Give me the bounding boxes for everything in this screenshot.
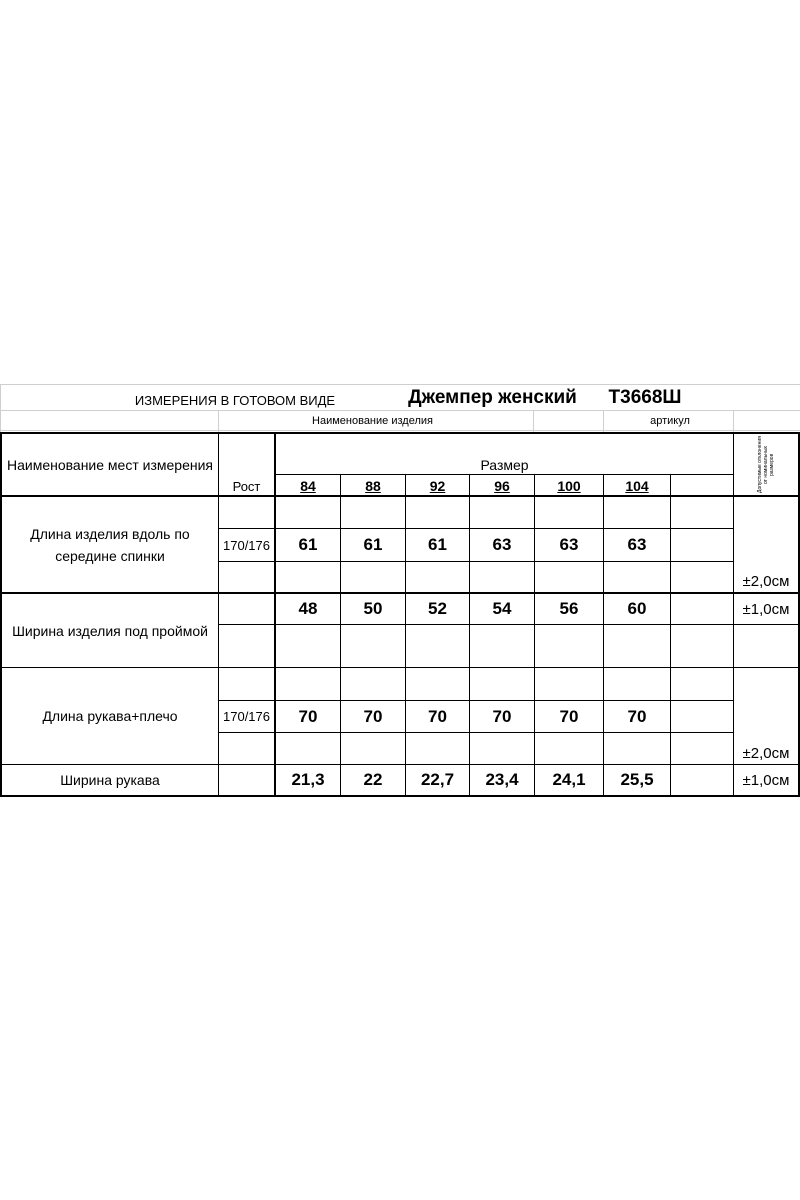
row-height: 170/176 (223, 709, 270, 724)
value-cell: 63 (492, 535, 512, 554)
value-cell: 70 (298, 706, 318, 726)
value-cell: 56 (559, 599, 579, 618)
tolerance-header-cell (734, 434, 798, 495)
value-cell: 25,5 (620, 770, 654, 789)
row-name: Ширина изделия под проймой (12, 622, 208, 639)
value-cell: 24,1 (552, 770, 586, 789)
value-cell: 70 (363, 706, 383, 726)
value-cell: 52 (428, 599, 447, 618)
grid-line (218, 410, 219, 432)
value-cell: 60 (627, 599, 647, 618)
value-cell: 61 (428, 535, 447, 554)
row-name: Длина рукава+плечо (42, 708, 178, 724)
size-label: 92 (429, 478, 446, 494)
size-label: 100 (557, 478, 581, 494)
grid-line (0, 430, 800, 431)
value-cell: 22,7 (420, 770, 455, 789)
product-name: Джемпер женский (408, 387, 577, 408)
grid-line (603, 410, 604, 432)
table-border (603, 474, 604, 796)
tolerance-value: ±1,0см (742, 771, 790, 789)
value-cell: 61 (363, 535, 383, 554)
value-cell: 70 (428, 706, 447, 726)
tolerance-value: ±2,0см (742, 744, 790, 762)
value-cell: 70 (559, 706, 579, 726)
table-border (218, 624, 800, 625)
table-border (218, 561, 734, 562)
value-cell: 63 (559, 535, 579, 554)
measurements-label: ИЗМЕРЕНИЯ В ГОТОВОМ ВИДЕ (134, 392, 336, 408)
table-border (534, 474, 535, 796)
table-border (218, 732, 734, 733)
row-height: 170/176 (223, 537, 270, 553)
table-border (670, 474, 671, 796)
table-border (274, 474, 734, 475)
value-cell: 48 (298, 599, 318, 618)
value-cell: 23,4 (485, 770, 519, 789)
size-label: 96 (494, 478, 510, 494)
article-number: Т3668Ш (608, 387, 682, 408)
value-cell: 50 (363, 599, 383, 618)
size-label: 88 (365, 478, 381, 494)
table-border (469, 474, 470, 796)
value-cell: 63 (627, 535, 647, 554)
grid-line (533, 410, 534, 432)
grid-line (0, 384, 1, 432)
value-cell: 61 (298, 535, 318, 554)
value-cell: 22 (363, 770, 383, 789)
value-cell: 54 (492, 599, 512, 618)
value-cell: 70 (627, 706, 647, 726)
size-label: 84 (300, 478, 316, 494)
size-label: 104 (625, 478, 649, 494)
size-header: Размер (480, 457, 529, 473)
tolerance-value: ±1,0см (742, 600, 790, 618)
table-border (0, 795, 800, 797)
row-name: Ширина рукава (60, 772, 160, 788)
tolerance-value: ±2,0см (742, 572, 790, 590)
table-border (0, 432, 2, 796)
table-border (405, 474, 406, 796)
col-name-header: Наименование мест измерения (6, 457, 213, 473)
product-name-caption: Наименование изделия (312, 415, 433, 427)
tolerance-header: Допустимые отклонения от номинальных размеров (757, 436, 775, 493)
row-name: Длина изделия вдоль по середине спинки (30, 525, 190, 564)
table-border (340, 474, 341, 796)
value-cell: 21,3 (291, 770, 325, 789)
grid-line (733, 410, 734, 432)
table-border (0, 432, 800, 434)
col-height-header: Рост (232, 478, 261, 494)
value-cell: 70 (492, 706, 512, 726)
article-caption: артикул (650, 415, 690, 427)
